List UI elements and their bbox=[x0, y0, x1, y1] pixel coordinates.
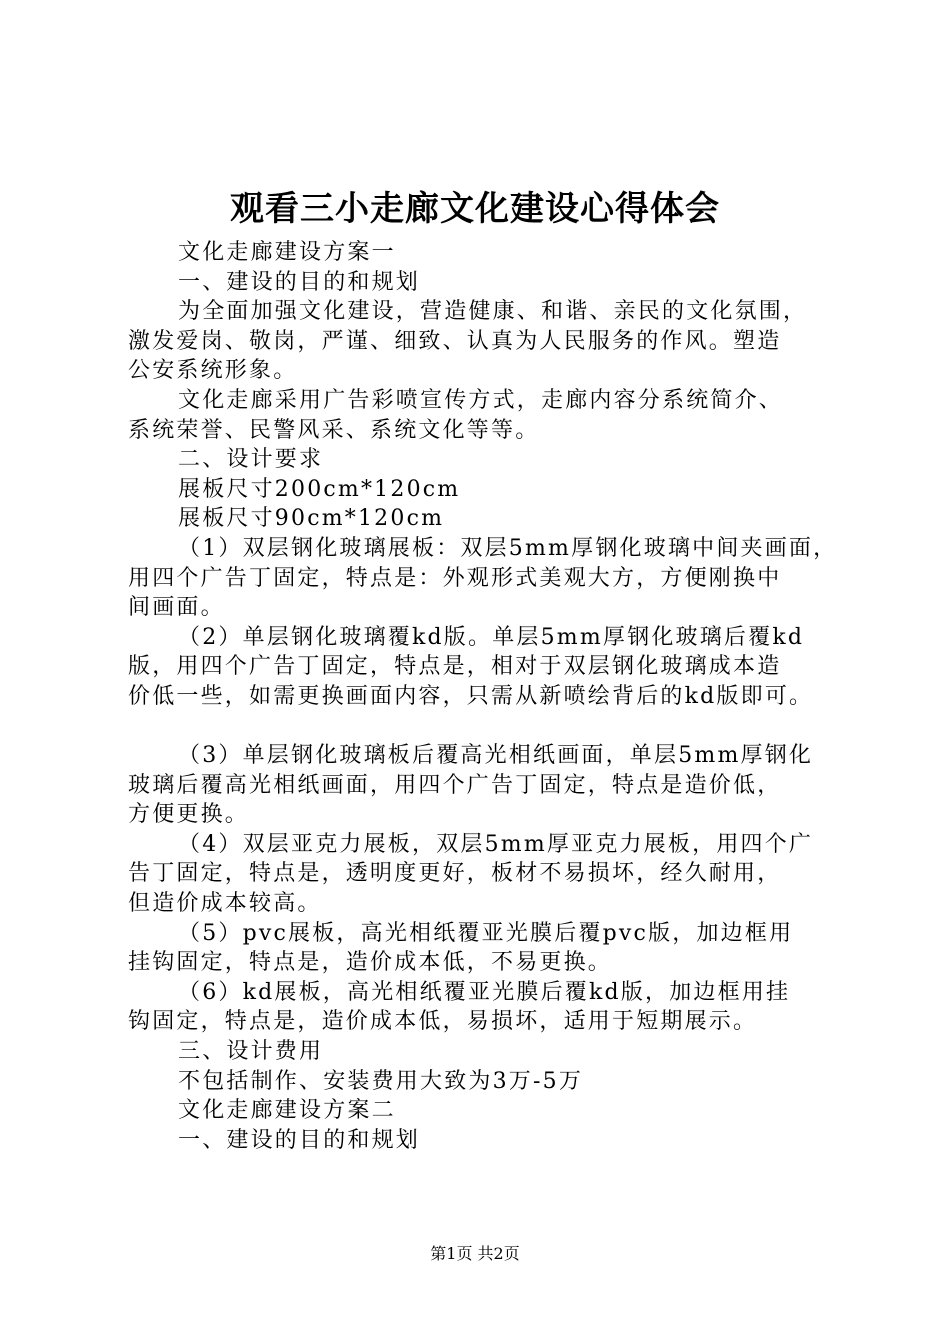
paragraph-line: 系统荣誉、民警风采、系统文化等等。 bbox=[128, 417, 540, 443]
paragraph-line: 间画面。 bbox=[128, 595, 225, 621]
paragraph-line: 版，用四个广告丁固定，特点是，相对于双层钢化玻璃成本造 bbox=[128, 654, 782, 680]
paragraph-line: （1）双层钢化玻璃展板：双层5mm厚钢化玻璃中间夹画面， bbox=[178, 535, 838, 561]
paragraph-line: 方便更换。 bbox=[128, 802, 250, 828]
paragraph-line: 展板尺寸90cm*120cm bbox=[178, 506, 445, 532]
page-footer: 第1页 共2页 bbox=[430, 1244, 520, 1263]
paragraph-line: 不包括制作、安装费用大致为3万-5万 bbox=[178, 1068, 584, 1094]
paragraph-line: 告丁固定，特点是，透明度更好，板材不易损坏，经久耐用， bbox=[128, 861, 782, 887]
paragraph-line: 价低一些，如需更换画面内容，只需从新喷绘背后的kd版即可。 bbox=[128, 683, 814, 709]
paragraph-line: 一、建设的目的和规划 bbox=[178, 1127, 421, 1153]
paragraph-line: （5）pvc展板，高光相纸覆亚光膜后覆pvc版，加边框用 bbox=[178, 920, 794, 946]
paragraph-line: 用四个广告丁固定，特点是：外观形式美观大方，方便刚换中 bbox=[128, 565, 782, 591]
paragraph-line: 激发爱岗、敬岗，严谨、细致、认真为人民服务的作风。塑造 bbox=[128, 328, 782, 354]
paragraph-line: 玻璃后覆高光相纸画面，用四个广告丁固定，特点是造价低， bbox=[128, 772, 782, 798]
paragraph-line bbox=[128, 712, 848, 742]
paragraph-line: 三、设计费用 bbox=[178, 1039, 324, 1065]
paragraph-line: （2）单层钢化玻璃覆kd版。单层5mm厚钢化玻璃后覆kd bbox=[178, 624, 805, 650]
paragraph-line: 挂钩固定，特点是，造价成本低，不易更换。 bbox=[128, 950, 613, 976]
document-body bbox=[128, 238, 848, 1155]
paragraph-line: （3）单层钢化玻璃板后覆高光相纸画面，单层5mm厚钢化 bbox=[178, 743, 814, 769]
paragraph-line: 文化走廊建设方案一 bbox=[178, 240, 396, 265]
paragraph-line: （6）kd展板，高光相纸覆亚光膜后覆kd版，加边框用挂 bbox=[178, 979, 791, 1005]
paragraph-line: 但造价成本较高。 bbox=[128, 891, 322, 917]
paragraph-line: 文化走廊采用广告彩喷宣传方式，走廊内容分系统简介、 bbox=[178, 387, 784, 413]
paragraph-line: 二、设计要求 bbox=[178, 447, 324, 473]
paragraph-line: 展板尺寸200cm*120cm bbox=[178, 476, 461, 502]
paragraph-line: 公安系统形象。 bbox=[128, 358, 298, 384]
paragraph-line: 文化走廊建设方案二 bbox=[178, 1098, 396, 1124]
paragraph-line: 为全面加强文化建设，营造健康、和谐、亲民的文化氛围， bbox=[178, 299, 808, 325]
paragraph-line: （4）双层亚克力展板，双层5mm厚亚克力展板，用四个广 bbox=[178, 831, 814, 857]
paragraph-line: 钩固定，特点是，造价成本低，易损坏，适用于短期展示。 bbox=[128, 1009, 758, 1035]
document-title: 观看三小走廊文化建设心得体会 bbox=[230, 189, 720, 229]
paragraph-line: 一、建设的目的和规划 bbox=[178, 269, 421, 295]
